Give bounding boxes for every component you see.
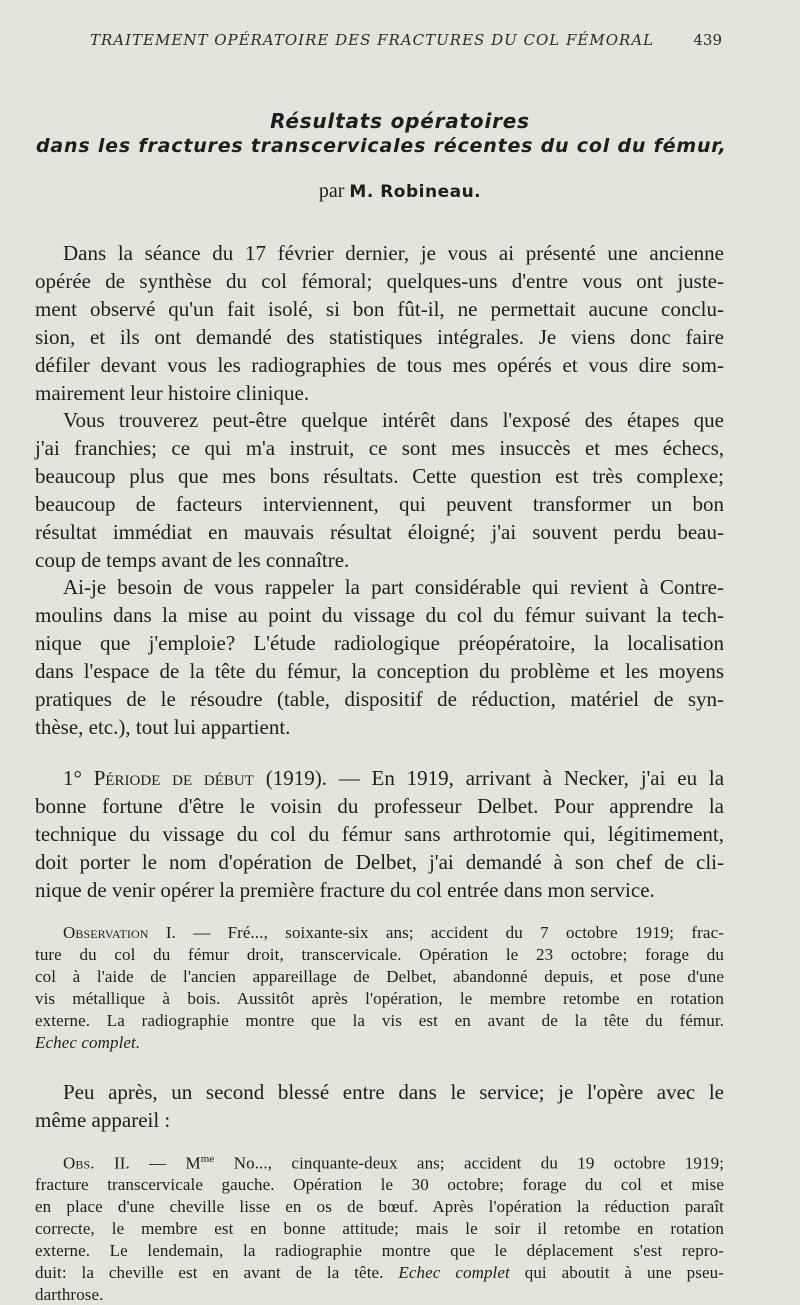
- observation-1-line: vis métallique à bois. Aussitôt après l'opération, le membre retombe en rotation: [35, 989, 724, 1008]
- running-head: [90, 31, 722, 49]
- text-line: Ai-je besoin de vous rappeler la part considérable qui revient à Contre-: [63, 575, 724, 599]
- text-line: beaucoup plus que mes bons résultats. Cette question est très complexe;: [35, 464, 724, 488]
- observation-text: II. — M: [113, 1153, 201, 1173]
- article-title-line2: dans les fractures transcervicales récentes du col du fémur,: [36, 135, 727, 157]
- observation-2-line: fracture transcervicale gauche. Opération le 30 octobre; forage du col et mise: [35, 1175, 724, 1194]
- text-line: Dans la séance du 17 février dernier, je vous ai présenté une ancienne: [63, 241, 724, 265]
- text-line: bonne fortune d'être le voisin du professeur Delbet. Pour apprendre la: [35, 794, 724, 818]
- observation-1-line: col à l'aide de l'ancien appareillage de Delbet, abandonné depuis, et pose d'une: [35, 967, 724, 986]
- observation-1-conclusion: Echec complet.: [35, 1033, 141, 1052]
- section-heading: Période de début: [93, 766, 254, 790]
- observation-text: No..., cinquante-deux ans; accident du 19 octobre 1919;: [233, 1153, 725, 1173]
- text-line: nique de venir opérer la première fracture du col entrée dans mon service.: [35, 878, 655, 902]
- author-name: M. Robineau.: [349, 182, 482, 202]
- superscript: me: [200, 1153, 215, 1165]
- text-line: nique que j'emploie? L'étude radiologique préopératoire, la localisation: [35, 631, 724, 655]
- text-line: Vous trouverez peut-être quelque intérêt dans l'exposé des étapes que: [63, 408, 724, 432]
- text-line: beaucoup de facteurs interviennent, qui peuvent transformer un bon: [35, 492, 724, 516]
- text-line: mairement leur histoire clinique.: [35, 381, 310, 405]
- observation-conclusion: Echec complet: [398, 1263, 510, 1282]
- observation-1-line: [63, 923, 724, 943]
- observation-label: Observation: [63, 923, 149, 942]
- text-line: ment observé qu'un fait isolé, si bon fût-il, ne permettait aucune conclu-: [35, 297, 724, 321]
- observation-2-line: en place d'une cheville lisse en os de bœuf. Après l'opération la réduction paraît: [35, 1197, 724, 1216]
- observation-1-line: ture du col du fémur droit, transcervicale. Opération le 23 octobre; forage du: [35, 945, 724, 964]
- observation-text: duit: la cheville est en avant de la tête.: [35, 1263, 384, 1282]
- text-line: thèse, etc.), tout lui appartient.: [35, 715, 291, 739]
- observation-1-line: externe. La radiographie montre que la vis est en avant de la tête du fémur.: [35, 1011, 724, 1030]
- text-line: résultat immédiat en mauvais résultat éloigné; j'ai souvent perdu beau-: [35, 520, 724, 544]
- article-title-line1: Résultats opératoires: [270, 109, 530, 133]
- observation-text: qui aboutit à une pseu-: [524, 1263, 725, 1282]
- text-line: technique du vissage du col du fémur sans arthrotomie qui, légitimement,: [35, 822, 724, 846]
- section-number: 1°: [63, 766, 82, 790]
- text-line: pratiques de le résoudre (table, dispositif de réduction, matériel de syn-: [35, 687, 724, 711]
- observation-2-line: [63, 1153, 724, 1174]
- text-line: opérée de synthèse du col fémoral; quelques-uns d'entre vous ont juste-: [35, 269, 724, 293]
- text-line: dans l'espace de la tête du fémur, la conception du problème et les moyens: [35, 659, 724, 683]
- text-line: sion, et ils ont demandé des statistiques intégrales. Je viens donc faire: [35, 325, 724, 349]
- section-text: (1919). — En 1919, arrivant à Necker, j'ai eu la: [265, 766, 725, 790]
- text-line: coup de temps avant de les connaître.: [35, 548, 350, 572]
- text-line: défiler devant vous les radiographies de tous mes opérés et vous dire som-: [35, 353, 724, 377]
- observation-label: Obs.: [63, 1153, 95, 1173]
- page-number: 439: [693, 31, 722, 49]
- section-heading-line: [63, 766, 724, 791]
- running-head-title: TRAITEMENT OPÉRATOIRE DES FRACTURES DU COL FÉMORAL: [90, 31, 655, 49]
- text-line: j'ai franchies; ce qui m'a instruit, ce sont mes insuccès et mes échecs,: [35, 436, 724, 460]
- observation-2-line: correcte, le membre est en bonne attitude; mais le soir il retombe en rotation: [35, 1219, 724, 1238]
- observation-2-line: [35, 1263, 724, 1283]
- observation-2-line: externe. Le lendemain, la radiographie montre que le déplacement s'est repro-: [35, 1241, 724, 1260]
- observation-2-line: darthrose.: [35, 1285, 104, 1304]
- text-line: moulins dans la mise au point du vissage du col du fémur suivant la tech-: [35, 603, 724, 627]
- byline-prefix: par: [318, 180, 345, 202]
- text-line: doit porter le nom d'opération de Delbet, j'ai demandé à son chef de cli-: [35, 850, 724, 874]
- byline: [0, 180, 800, 203]
- observation-text: I. — Fré..., soixante-six ans; accident du 7 octobre 1919; frac-: [165, 923, 724, 942]
- text-line: même appareil :: [35, 1108, 171, 1132]
- text-line: Peu après, un second blessé entre dans le service; je l'opère avec le: [63, 1080, 724, 1104]
